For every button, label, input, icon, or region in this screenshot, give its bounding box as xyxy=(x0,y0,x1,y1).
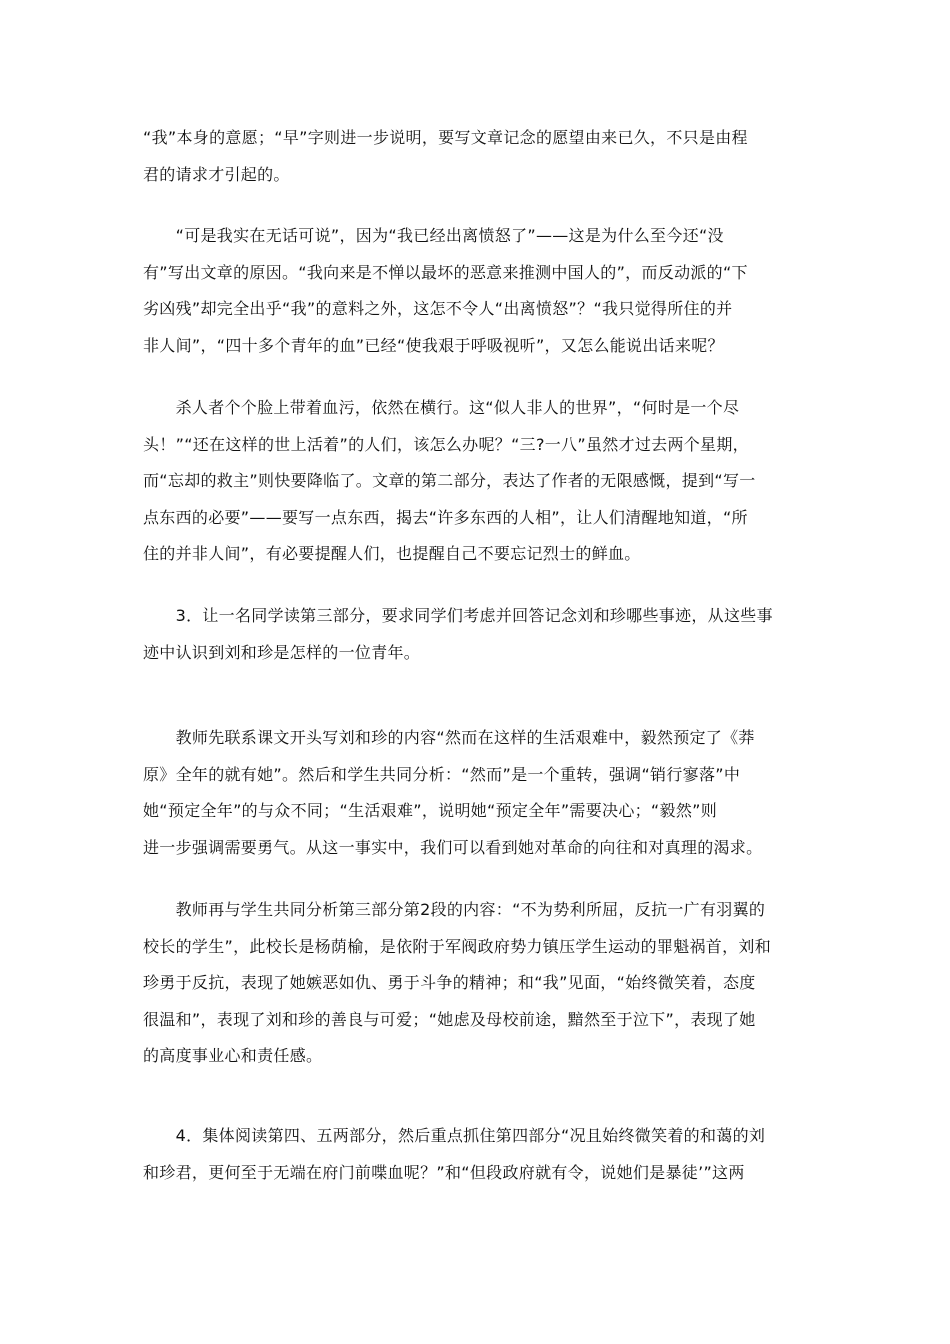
text-line: 很温和”，表现了刘和珍的善良与可爱；“她虑及母校前途，黯然至于泣下”，表现了她 xyxy=(143,1009,756,1029)
text-line: “我”本身的意愿；“早”字则进一步说明，要写文章记念的愿望由来已久，不只是由程 xyxy=(143,128,748,147)
paragraph-2 xyxy=(143,218,808,364)
paragraph-3 xyxy=(143,390,808,573)
text-line: 4．集体阅读第四、五两部分，然后重点抓住第四部分“况且始终微笑着的和蔼的刘 xyxy=(143,1126,766,1145)
text-line: 进一步强调需要勇气。从这一事实中，我们可以看到她对革命的向往和对真理的渴求。 xyxy=(143,837,763,857)
paragraph-5 xyxy=(143,720,808,866)
text-line: 的高度事业心和责任感。 xyxy=(143,1046,323,1065)
text-line: 点东西的必要”——要写一点东西，揭去“许多东西的人相”，让人们清醒地知道，“所 xyxy=(143,507,748,527)
text-line: “可是我实在无话可说”，因为“我已经出离愤怒了”——这是为什么至今还“没 xyxy=(143,226,724,245)
text-line: 而“忘却的救主”则快要降临了。文章的第二部分，表达了作者的无限感慨，提到“写一 xyxy=(143,471,756,490)
text-line: 有”写出文章的原因。“我向来是不惮以最坏的恶意来推测中国人的”，而反动派的“下 xyxy=(143,262,748,282)
paragraph-6 xyxy=(143,892,808,1075)
text-line: 迹中认识到刘和珍是怎样的一位青年。 xyxy=(143,642,421,662)
paragraph-7 xyxy=(143,1118,808,1191)
text-line: 劣凶残”却完全出乎“我”的意料之外，这怎不令人“出离愤怒”？“我只觉得所住的并 xyxy=(143,299,733,318)
text-line: 非人间”，“四十多个青年的血”已经“使我艰于呼吸视听”，又怎么能说出话来呢？ xyxy=(143,335,724,355)
text-line: 校长的学生”，此校长是杨荫榆，是依附于军阀政府势力镇压学生运动的罪魁祸首，刘和 xyxy=(143,936,771,956)
text-line: 君的请求才引起的。 xyxy=(143,164,290,184)
text-line: 杀人者个个脸上带着血污，依然在横行。这“似人非人的世界”，“何时是一个尽 xyxy=(143,398,740,417)
text-line: 珍勇于反抗，表现了她嫉恶如仇、勇于斗争的精神；和“我”见面，“始终微笑着，态度 xyxy=(143,973,756,992)
text-line: 住的并非人间”，有必要提醒人们，也提醒自己不要忘记烈士的鲜血。 xyxy=(143,544,641,563)
text-line: 和珍君，更何至于无端在府门前喋血呢？”和“但段政府就有令，说她们是暴徒’”这两 xyxy=(143,1162,745,1182)
text-line: 头！”“还在这样的世上活着”的人们，该怎么办呢？“三?一八”虽然才过去两个星期， xyxy=(143,434,749,454)
text-line: 教师再与学生共同分析第三部分第2段的内容：“不为势利所屈，反抗一广有羽翼的 xyxy=(143,900,766,919)
text-line: 她“预定全年”的与众不同；“生活艰难”，说明她“预定全年”需要决心；“毅然”则 xyxy=(143,801,718,820)
text-line: 教师先联系课文开头写刘和珍的内容“然而在这样的生活艰难中，毅然预定了《莽 xyxy=(143,728,755,747)
paragraph-4 xyxy=(143,598,808,671)
paragraph-1 xyxy=(143,120,808,193)
text-line: 3．让一名同学读第三部分，要求同学们考虑并回答记念刘和珍哪些事迹，从这些事 xyxy=(143,606,773,625)
text-line: 原》全年的就有她”。然后和学生共同分析：“然而”是一个重转，强调“销行寥落”中 xyxy=(143,764,741,784)
